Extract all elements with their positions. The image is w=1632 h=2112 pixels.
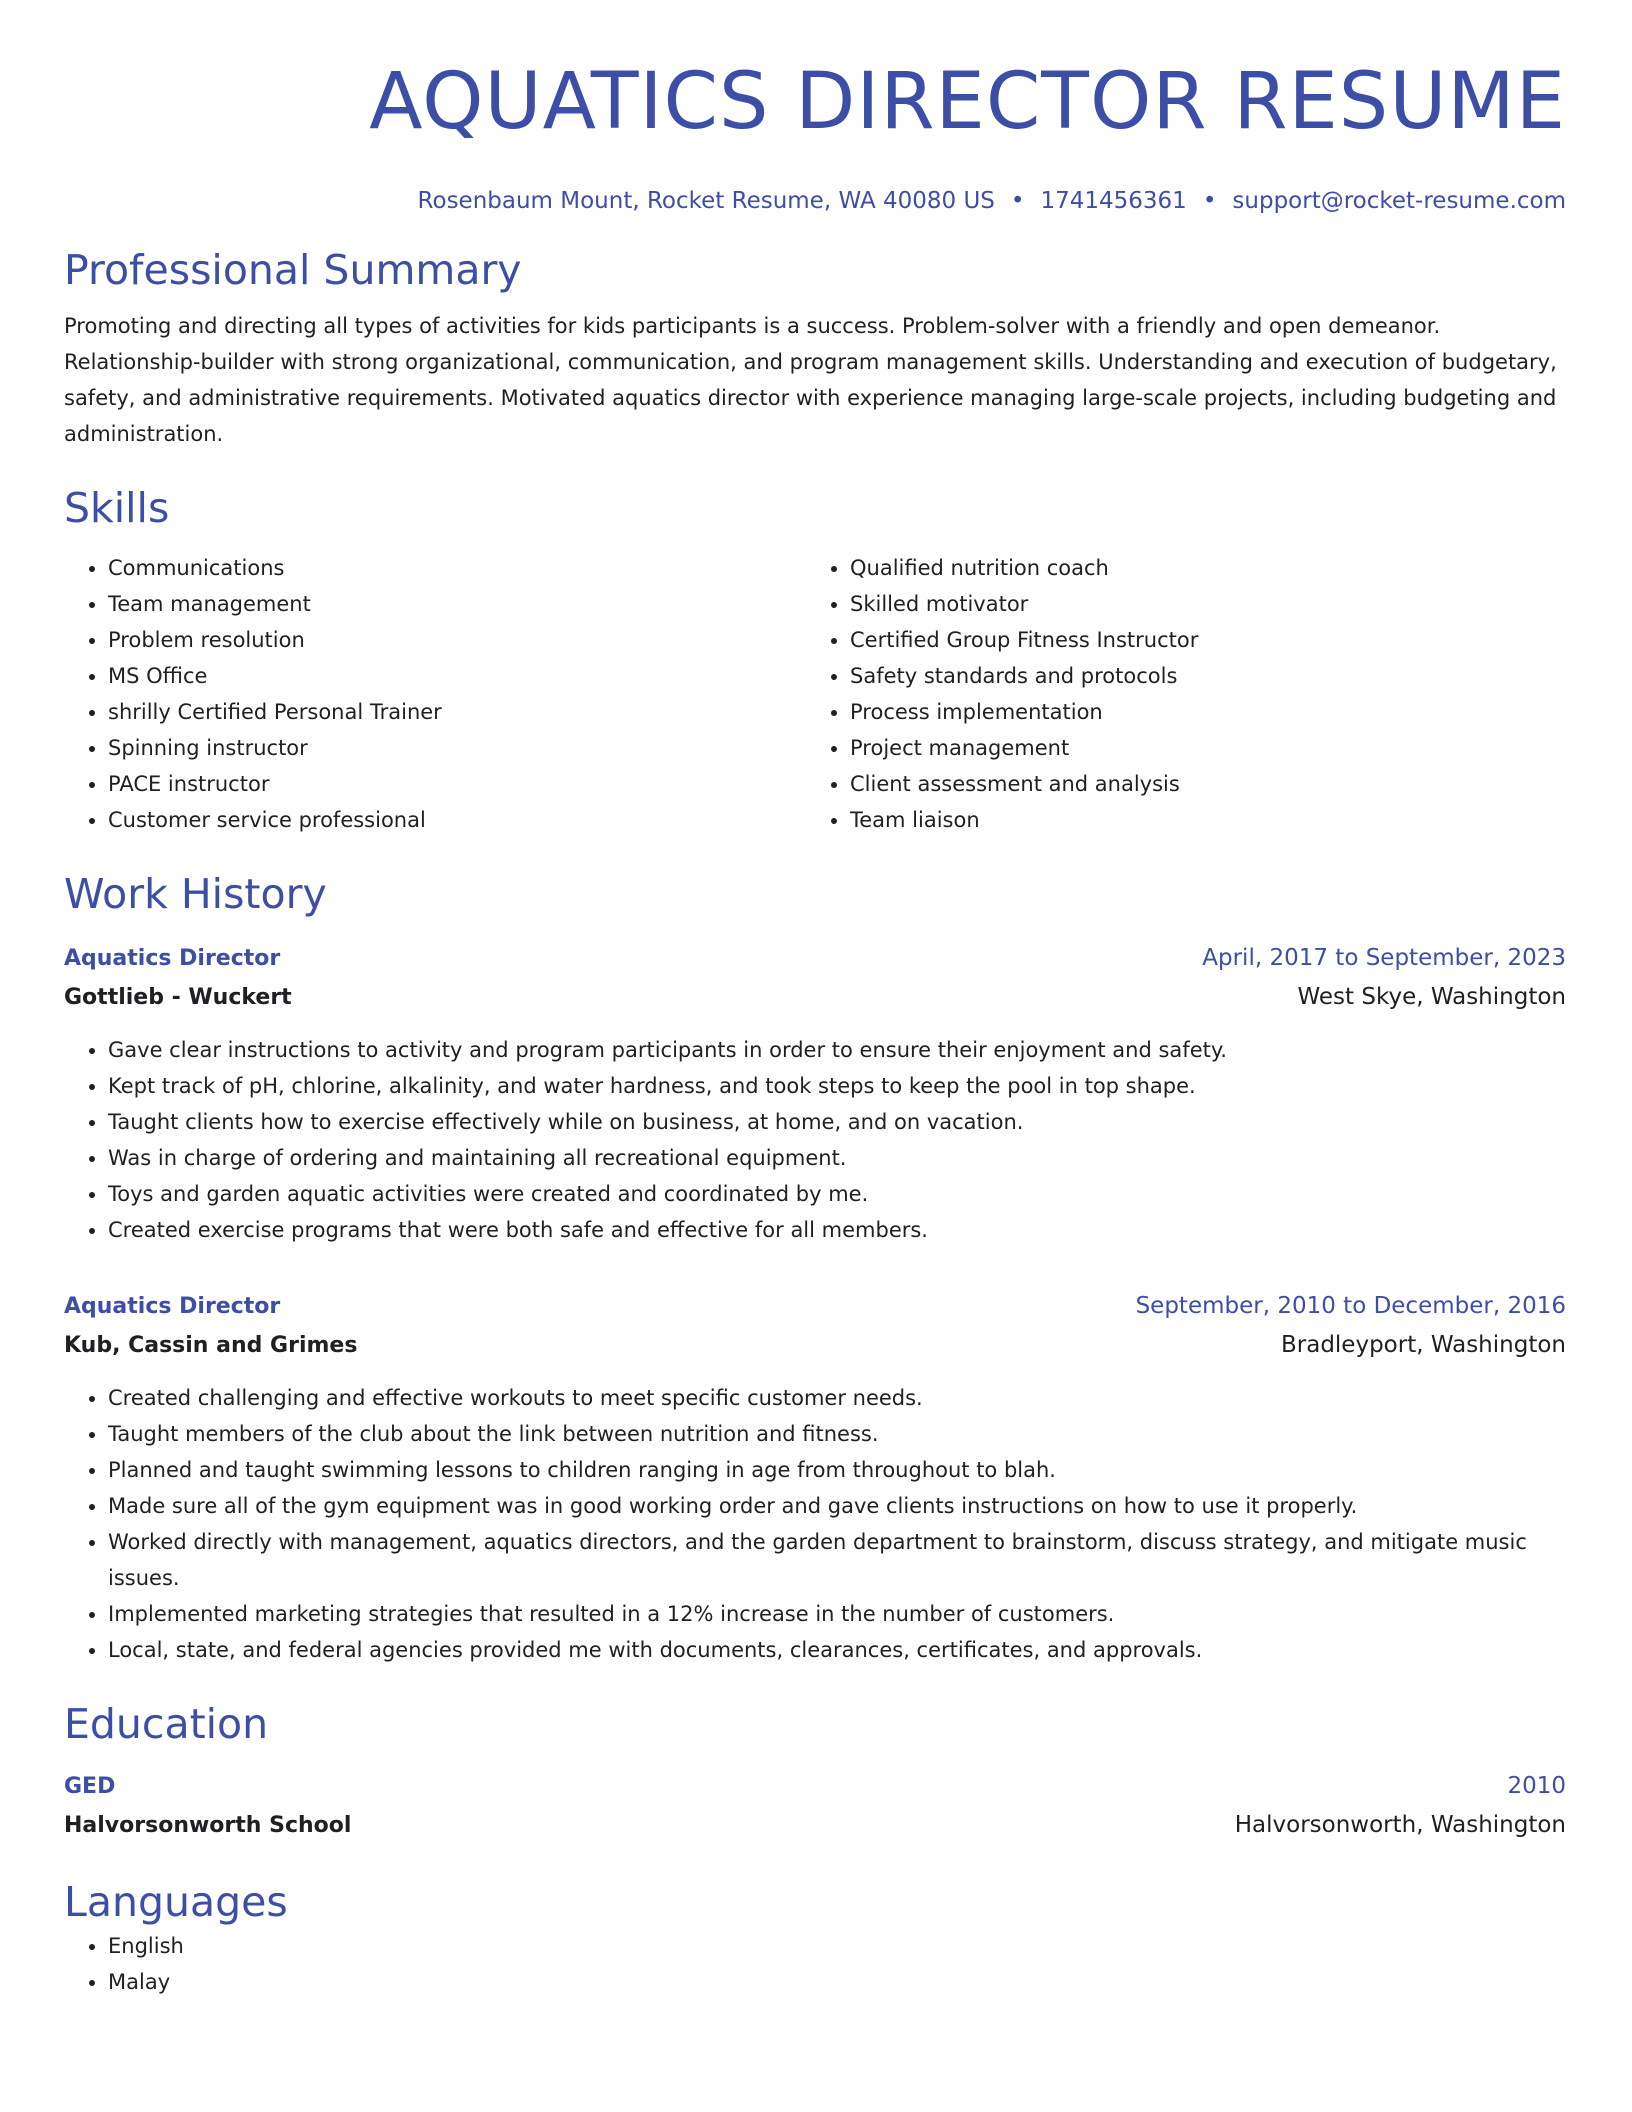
job-location: West Skye, Washington	[1297, 984, 1566, 1010]
skills-list-right	[806, 550, 1548, 838]
job-bullet: • Taught clients how to exercise effectively while on business, at home, and on vacation.	[108, 1104, 1566, 1140]
summary-heading: Professional Summary	[64, 246, 522, 294]
job-company: Kub, Cassin and Grimes	[64, 1333, 358, 1358]
education-degree: GED	[64, 1774, 116, 1799]
work-history-section	[64, 868, 1566, 1668]
job-bullet: • Planned and taught swimming lessons to children ranging in age from throughout to blah.	[108, 1452, 1566, 1488]
skill-item: • Spinning instructor	[108, 730, 806, 766]
skills-heading: Skills	[64, 484, 170, 532]
skill-item: • Communications	[108, 550, 806, 586]
job-entry	[64, 1288, 1566, 1668]
job-company-row	[64, 1325, 1566, 1366]
job-bullet: • Worked directly with management, aquatics directors, and the garden department to brainstorm, discuss strategy, and mitigate music issues.	[108, 1524, 1566, 1596]
education-section	[64, 1698, 1566, 1846]
education-heading: Education	[64, 1700, 269, 1748]
job-entry	[64, 940, 1566, 1248]
job-location: Bradleyport, Washington	[1280, 1332, 1566, 1358]
job-bullets	[64, 1380, 1566, 1668]
skills-list-left	[64, 550, 806, 838]
job-bullet: • Implemented marketing strategies that resulted in a 12% increase in the number of customers.	[108, 1596, 1566, 1632]
education-school-row	[64, 1805, 1566, 1846]
skill-item: • Project management	[850, 730, 1548, 766]
job-title-row	[64, 1288, 1566, 1325]
language-item: • English	[108, 1928, 1566, 1964]
job-title-row	[64, 940, 1566, 977]
job-company: Gottlieb - Wuckert	[64, 985, 292, 1010]
education-year: 2010	[1507, 1773, 1566, 1799]
contact-separator: •	[1010, 188, 1025, 214]
resume-title: AQUATICS DIRECTOR RESUME	[369, 57, 1566, 147]
contact-separator: •	[1202, 188, 1217, 214]
skill-item: • Certified Group Fitness Instructor	[850, 622, 1548, 658]
skill-item: • Team liaison	[850, 802, 1548, 838]
skill-item: • Skilled motivator	[850, 586, 1548, 622]
languages-list	[64, 1928, 1566, 2000]
job-bullet: • Toys and garden aquatic activities were created and coordinated by me.	[108, 1176, 1566, 1212]
job-bullet: • Taught members of the club about the link between nutrition and fitness.	[108, 1416, 1566, 1452]
job-title: Aquatics Director	[64, 946, 281, 971]
skill-item: • Process implementation	[850, 694, 1548, 730]
skill-item: • Safety standards and protocols	[850, 658, 1548, 694]
contact-phone: 1741456361	[1040, 188, 1187, 214]
job-bullet: • Was in charge of ordering and maintaining all recreational equipment.	[108, 1140, 1566, 1176]
languages-heading: Languages	[64, 1878, 288, 1926]
education-entry	[64, 1768, 1566, 1846]
education-location: Halvorsonworth, Washington	[1234, 1812, 1566, 1838]
job-dates: September, 2010 to December, 2016	[1135, 1293, 1566, 1319]
job-bullet: • Made sure all of the gym equipment was in good working order and gave clients instructions on how to use it properly.	[108, 1488, 1566, 1524]
summary-text: Promoting and directing all types of activities for kids participants is a success. Problem-solver with a friendly and open demeanor. Relationship-builder with strong organizational, communication, and program management skills. Understanding and execution of budgetary, safety, and administrative requirements. Motivated aquatics director with experience managing large-scale projects, including budgeting and administration.	[64, 314, 1557, 446]
skill-item: • Qualified nutrition coach	[850, 550, 1548, 586]
skills-columns	[64, 550, 1566, 838]
resume-header	[64, 0, 1566, 216]
skill-item: • Customer service professional	[108, 802, 806, 838]
contact-email: support@rocket-resume.com	[1232, 188, 1566, 214]
job-dates: April, 2017 to September, 2023	[1202, 945, 1566, 971]
job-bullet: • Kept track of pH, chlorine, alkalinity, and water hardness, and took steps to keep the pool in top shape.	[108, 1068, 1566, 1104]
skill-item: • shrilly Certified Personal Trainer	[108, 694, 806, 730]
education-school: Halvorsonworth School	[64, 1813, 352, 1838]
summary-section	[64, 244, 1566, 452]
job-bullet: • Gave clear instructions to activity and program participants in order to ensure their enjoyment and safety.	[108, 1032, 1566, 1068]
skill-item: • Client assessment and analysis	[850, 766, 1548, 802]
skill-item: • Team management	[108, 586, 806, 622]
job-bullet: • Local, state, and federal agencies provided me with documents, clearances, certificates, and approvals.	[108, 1632, 1566, 1668]
contact-line	[64, 186, 1566, 216]
skills-section	[64, 482, 1566, 838]
resume-page	[64, 0, 1566, 2000]
work-history-heading: Work History	[64, 870, 327, 918]
job-bullets	[64, 1032, 1566, 1248]
education-degree-row	[64, 1768, 1566, 1805]
languages-section	[64, 1876, 1566, 2000]
job-company-row	[64, 977, 1566, 1018]
skill-item: • PACE instructor	[108, 766, 806, 802]
job-bullet: • Created challenging and effective workouts to meet specific customer needs.	[108, 1380, 1566, 1416]
language-item: • Malay	[108, 1964, 1566, 2000]
skill-item: • Problem resolution	[108, 622, 806, 658]
job-bullet: • Created exercise programs that were both safe and effective for all members.	[108, 1212, 1566, 1248]
contact-address: Rosenbaum Mount, Rocket Resume, WA 40080 US	[417, 188, 995, 214]
job-title: Aquatics Director	[64, 1294, 281, 1319]
skill-item: • MS Office	[108, 658, 806, 694]
